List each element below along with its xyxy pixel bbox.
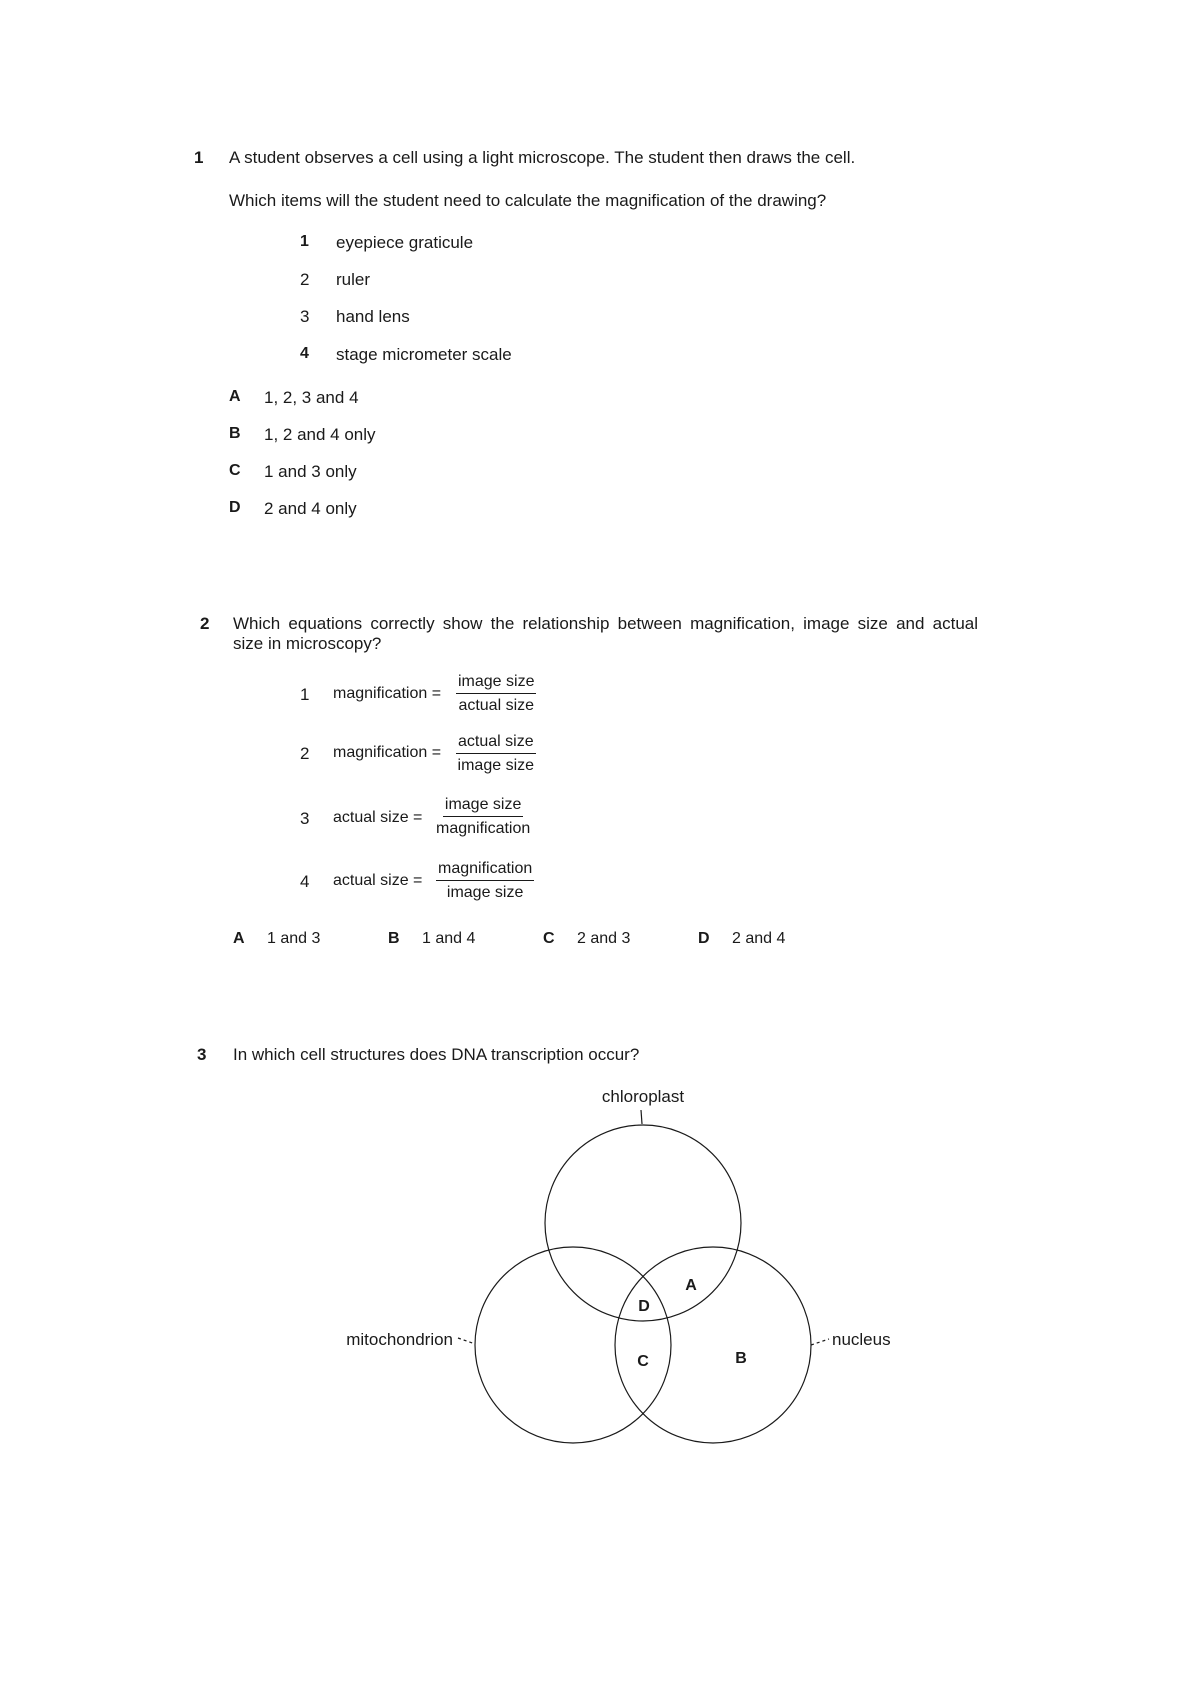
q1-item-number: 2 [300, 270, 310, 289]
q1-item-number: 3 [300, 307, 310, 326]
q2-option-text[interactable]: 2 and 3 [577, 930, 631, 947]
q2-option-letter[interactable]: A [233, 930, 245, 947]
fraction-denominator: image size [446, 884, 524, 901]
label-chloroplast: chloroplast [601, 1087, 685, 1106]
mitochondrion-pointer [458, 1338, 475, 1344]
label-mitochondrion: mitochondrion [346, 1330, 453, 1349]
fraction-denominator: magnification [436, 820, 531, 837]
q2-option-letter[interactable]: B [388, 930, 400, 947]
q2-equation-lhs: magnification = [333, 744, 442, 761]
q2-option-text[interactable]: 1 and 3 [267, 930, 321, 947]
label-nucleus: nucleus [832, 1330, 891, 1349]
region-label-b: B [735, 1350, 747, 1367]
q3-number: 3 [197, 1045, 207, 1064]
q2-stem-line2: size in microscopy? [233, 634, 382, 653]
q1-item-text: stage micrometer scale [336, 345, 512, 364]
fraction-numerator: actual size [456, 733, 536, 754]
q2-option-letter[interactable]: C [543, 930, 555, 947]
q2-equation-lhs: actual size = [333, 872, 423, 889]
fraction-numerator: image size [456, 673, 536, 694]
q1-item-text: hand lens [336, 307, 410, 326]
nucleus-circle [615, 1247, 811, 1443]
q1-option-letter[interactable]: D [229, 499, 241, 516]
q2-stem-line1: Which equations correctly show the relationship between magnification, image size and actual [233, 614, 978, 633]
q1-question: Which items will the student need to calculate the magnification of the drawing? [229, 191, 827, 210]
q2-equation-number: 4 [300, 872, 310, 891]
q1-option-text[interactable]: 2 and 4 only [264, 499, 357, 518]
nucleus-pointer [811, 1339, 829, 1345]
q1-option-letter[interactable]: B [229, 425, 241, 442]
q3-stem: In which cell structures does DNA transcription occur? [233, 1045, 640, 1064]
q1-stem: A student observes a cell using a light microscope. The student then draws the cell. [229, 148, 856, 167]
chloroplast-pointer [641, 1110, 642, 1124]
region-label-a: A [685, 1277, 697, 1294]
q1-option-text[interactable]: 1 and 3 only [264, 462, 357, 481]
fraction-numerator: magnification [436, 860, 534, 881]
q2-option-text[interactable]: 1 and 4 [422, 930, 476, 947]
q1-item-text: ruler [336, 270, 371, 289]
q1-item-number: 1 [300, 233, 309, 250]
q1-number: 1 [194, 148, 204, 167]
q1-item-text: eyepiece graticule [336, 233, 474, 252]
region-label-c: C [637, 1353, 649, 1370]
q1-option-letter[interactable]: C [229, 462, 241, 479]
q2-equation-number: 1 [300, 685, 310, 704]
q1-option-text[interactable]: 1, 2, 3 and 4 [264, 388, 359, 407]
fraction-numerator: image size [443, 796, 523, 817]
chloroplast-circle [545, 1125, 741, 1321]
q2-number: 2 [200, 614, 210, 633]
q2-option-text[interactable]: 2 and 4 [732, 930, 786, 947]
q2-equation-lhs: actual size = [333, 809, 423, 826]
q2-option-letter[interactable]: D [698, 930, 710, 947]
fraction-denominator: actual size [458, 697, 535, 714]
q1-option-letter[interactable]: A [229, 388, 241, 405]
region-label-d: D [638, 1298, 650, 1315]
q2-equation-number: 3 [300, 809, 310, 828]
q1-option-text[interactable]: 1, 2 and 4 only [264, 425, 376, 444]
q2-equation-lhs: magnification = [333, 685, 442, 702]
fraction-denominator: image size [457, 757, 535, 774]
q1-item-number: 4 [300, 345, 309, 362]
q2-equation-number: 2 [300, 744, 310, 763]
mitochondrion-circle [475, 1247, 671, 1443]
